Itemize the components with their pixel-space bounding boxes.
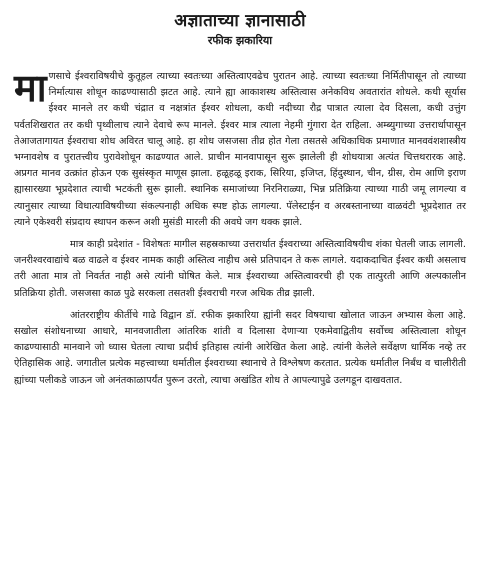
author-name: रफीक झकारिया	[207, 34, 273, 47]
paragraph-1	[14, 66, 466, 231]
drop-cap: मा	[14, 66, 45, 110]
paragraph-2: मात्र काही प्रदेशांत - विशेषतः मागील सहस्रकाच्या उत्तरार्धात ईश्वराच्या अस्तित्वाविषयीच शंका घेतली जाऊ लागली. जनरीश्वरवाद्यांचे बळ वाढले व ईश्वर नामक काही अस्तित्व नाहीच असे प्रतिपादन ते करू लागले. यदाकदाचित ईश्वर कधी असलाच तरी आता मात्र तो निवर्तत नाही असे त्यांनी घोषित केले. मात्र ईश्वराच्या अस्तित्वावरची ही एक तात्पुरती आणि अल्पकालीन प्रतिक्रिया होती. जसजसा काळ पुढे सरकला तसतशी ईश्वराची गरज अधिक तीव्र झाली.	[14, 239, 466, 299]
article-body	[14, 66, 466, 389]
paragraph-1-text: णसाचे ईश्वराविषयीचे कुतूहल त्याच्या स्वतःच्या अस्तित्वाएवढेच पुरातन आहे. त्याच्या स्वतःच्या निर्मितीपासून तो त्याच्या निर्मात्यास शोधून काढण्यासाठी झटत आहे. त्याने ह्या आकाशस्थ अस्तित्वास अनेकविध अवतारांत शोधले. कधी सूर्यास ईश्वर मानले तर कधी चंद्रात व नक्षत्रांत ईश्वर शोधला, कधी नदीच्या रौद्र पात्रात त्याला देव दिसला, कधी उत्तुंग पर्वतशिखरात तर कधी पृथ्वीलाच त्याने देवाचे रूप मानले. ईश्वर मात्र त्याला नेहमी गुंगारा देत राहिला. अम्ब्युगाच्या उत्तरार्धापासून तेआजतागायत ईश्वराचा शोध अविरत चालू आहे. हा शोध जसजसा तीव्र होत गेला तसतसे अधिकाधिक प्रमाणात मानववंशशास्त्रीय भग्नावशेष व पुरातत्त्वीय पुरावेशोधून काढण्यात आले. प्राचीन मानवापासून सुरू झालेली ही शोधयात्रा अत्यंत चित्तथरारक आहे. अप्रगत मानव उत्क्रांत होऊन एक सुसंस्कृत माणूस झाला. हळूहळू इराक, सिरिया, इजिप्त, हिंदुस्थान, चीन, ग्रीस, रोम आणि इराण ह्यासारख्या भूप्रदेशात त्याची भटकंती सुरू झाली. स्थानिक समाजांच्या निरनिराळ्या, भिन्न प्रतिक्रिया त्याच्या गाठी जमू लागल्या व त्यानुसार त्याच्या विधात्याविषयीच्या संकल्पनाही अधिक स्पष्ट होऊ लागल्या. पॅलेस्टाईन व अरबस्तानाच्या वाळवंटी भूप्रदेशात तर त्याने एकेश्वरी संप्रदाय स्थापन करून अशी मुसंडी मारली की अवघे जग थक्क झाले.	[14, 71, 466, 228]
article-title: अज्ञाताच्या ज्ञानासाठी	[174, 11, 306, 31]
paragraph-3: आंतरराष्ट्रीय कीर्तीचे गाढे विद्वान डॉ. रफीक झकारिया ह्यांनी सदर विषयाचा खोलात जाऊन अभ्यास केला आहे. सखोल संशोधनाच्या आधारे, मानवजातीला आंतरिक शांती व दिलासा देणाऱ्या एकमेवाद्वितीय सर्वोच्च अस्तित्वाला शोधून काढण्यासाठी मानवाने जो ध्यास घेतला त्याचा प्रदीर्घ इतिहास त्यांनी आरेखित केला आहे. त्यांनी केलेले सर्वेक्षण धार्मिक नव्हे तर ऐतिहासिक आहे. जगातील प्रत्येक महत्त्वाच्या धर्मातील ईश्वराच्या स्थानाचे ते विश्लेषण करतात. प्रत्येक धर्मातील निर्बंध व चालीरीती ह्यांच्या पलीकडे जाऊन जो अनंतकाळापर्यंत पुरून उरतो, त्याचा अखंडित शोध ते आपल्यापुढे उलगडून दाखवतात.	[14, 309, 466, 386]
